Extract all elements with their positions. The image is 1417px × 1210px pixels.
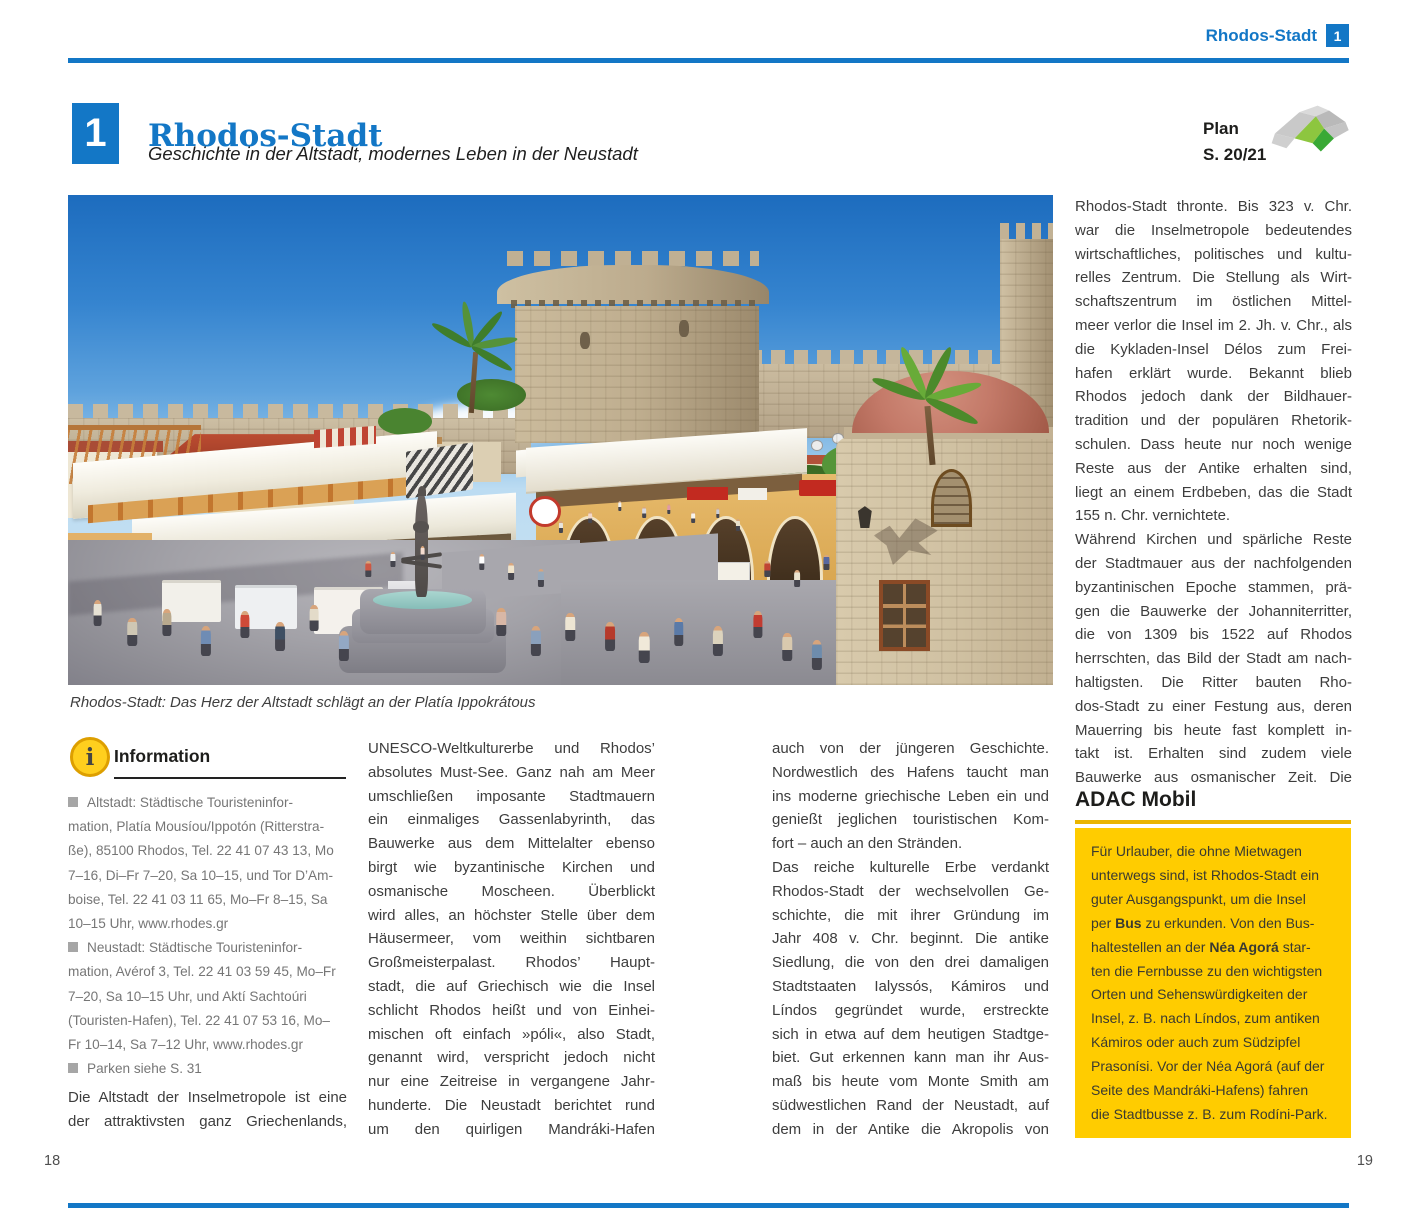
- crowd: [68, 195, 1053, 685]
- person-figure: [366, 561, 371, 577]
- adac-box-line: guter Ausgangspunkt, um die Insel: [1091, 890, 1306, 907]
- square-bullet: [68, 942, 78, 952]
- text-line: südwestlichen Rand der Neustadt, auf: [772, 1096, 1049, 1114]
- photo-caption: Rhodos-Stadt: Das Herz der Altstadt schlägt an der Platía Ippokrátous: [70, 694, 536, 711]
- text-line: fort – auch an den Stränden.: [772, 835, 963, 853]
- text-line: osmanische Moscheen. Überblickt: [368, 882, 655, 900]
- person-figure: [618, 501, 621, 511]
- text-line: um den quirligen Mandráki-Hafen: [368, 1120, 655, 1138]
- square-bullet: [68, 797, 78, 807]
- text-column-3: [772, 737, 1049, 1142]
- person-figure: [588, 512, 592, 523]
- info-header: [68, 737, 348, 777]
- person-figure: [558, 521, 562, 533]
- info-line: 7–16, Di–Fr 7–20, Sa 10–15, und Tor D’Am-: [68, 867, 333, 883]
- text-line: Großmeisterpalast. Rhodos’ Haupt-: [368, 954, 655, 972]
- text-line: hafen erklärt wurde. Bekannt blieb: [1075, 364, 1352, 382]
- info-line: Neustadt: Städtische Touristeninfor-: [68, 936, 348, 960]
- person-figure: [508, 563, 514, 580]
- info-title: Information: [114, 746, 211, 766]
- text-line: absolutes Must-See. Ganz nah am Meer: [368, 763, 655, 781]
- person-figure: [241, 611, 250, 638]
- text-line: Stadtstaaten Ialyssós, Kámiros und: [772, 977, 1049, 995]
- bottom-rule: [68, 1203, 1349, 1208]
- person-figure: [310, 605, 319, 631]
- text-line: hunderte. Die Neustadt berichtet rund: [368, 1096, 655, 1114]
- person-figure: [538, 569, 544, 587]
- person-figure: [275, 622, 285, 651]
- text-column-2: [368, 737, 655, 1142]
- text-line: birgt wie byzantinische Kirchen und: [368, 858, 655, 876]
- text-line: biet. Gut erkennen kann man ihr Aus-: [772, 1049, 1049, 1067]
- text-line: die Kykladen-Insel Délos zum Frei-: [1075, 340, 1352, 358]
- text-line: Das reiche kulturelle Erbe verdankt: [772, 858, 1049, 876]
- info-line: mation, Platía Mousíou/Ippotón (Ritterstra-: [68, 819, 325, 835]
- text-line: Reste aus der Antike erhalten sind,: [1075, 459, 1352, 477]
- text-line: Nordwestlich des Hafens taucht man: [772, 763, 1049, 781]
- adac-box-line: Für Urlauber, die ohne Mietwagen: [1091, 843, 1302, 859]
- info-line: 7–20, Sa 10–15 Uhr, und Aktí Sachtoúri: [68, 988, 307, 1004]
- text-line: wirtschaftliches, politisches und kultu-: [1075, 245, 1352, 263]
- text-line: Rhodos-Stadt der wechselvollen Ge-: [772, 882, 1049, 900]
- adac-box-line: Prasonísi. Vor der Néa Agorá (auf der: [1091, 1058, 1325, 1075]
- person-figure: [391, 552, 396, 567]
- text-line: Jahr 408 v. Chr. beginnt. Die antike: [772, 930, 1049, 948]
- text-line: byzantinischen Epoche stammen, prä-: [1075, 578, 1352, 596]
- person-figure: [667, 504, 670, 514]
- text-line: Während Kirchen und spärliche Reste: [1075, 531, 1352, 549]
- person-figure: [566, 613, 576, 641]
- info-line: Fr 10–14, Sa 7–12 Uhr, www.rhodes.gr: [68, 1037, 303, 1053]
- text-line: Die Altstadt der Inselmetropole ist eine: [68, 1089, 347, 1106]
- text-line: genannt wird, verspricht jedoch nicht: [368, 1049, 655, 1067]
- text-line: schlicht Rhodos heißt und von Einhei-: [368, 1001, 655, 1019]
- info-line: Parken siehe S. 31: [68, 1057, 348, 1081]
- text-line: nur eine Zeitreise in vergangene Jahr-: [368, 1073, 655, 1091]
- page-subtitle: Geschichte in der Altstadt, modernes Leben in der Neustadt: [148, 143, 638, 164]
- text-line: wird alles, an höchster Stelle über dem: [368, 906, 655, 924]
- text-line: herrschten, das Bild der Stadt am nach-: [1075, 650, 1352, 668]
- text-line: stadt, die auf Griechisch wie die Insel: [368, 977, 655, 995]
- text-line: Bauwerke aus osmanischer Zeit. Die: [1075, 769, 1352, 787]
- text-line: Mauerring bis heute fast komplett in-: [1075, 721, 1352, 739]
- page-number-right: 19: [1356, 1153, 1373, 1169]
- text-line: UNESCO-Weltkulturerbe und Rhodos’: [368, 740, 655, 757]
- person-figure: [812, 640, 822, 670]
- adac-box-line: ten die Fernbusse zu den wichtigsten: [1091, 962, 1323, 979]
- text-line: Líndos gegründet wurde, erstreckte: [772, 1001, 1049, 1019]
- person-figure: [420, 546, 425, 560]
- info-items: [68, 791, 348, 1081]
- person-figure: [692, 512, 696, 523]
- text-line: liegt an einem Erdbeben, das die Stadt: [1075, 483, 1352, 501]
- person-figure: [674, 618, 684, 646]
- text-line: schichte, die mit ihrer Gründung im: [772, 906, 1049, 924]
- text-line: schulen. Dass heute nur noch wenige: [1075, 435, 1352, 453]
- person-figure: [497, 608, 507, 636]
- person-figure: [736, 519, 740, 531]
- adac-box-line: die Stadtbusse z. B. zum Rodíni-Park.: [1091, 1105, 1328, 1122]
- text-line: 155 n. Chr. vernichtete.: [1075, 507, 1231, 525]
- text-line: Siedlung, die von den drei damaligen: [772, 954, 1049, 972]
- person-figure: [713, 626, 723, 656]
- text-line: Rhodos-Stadt thronte. Bis 323 v. Chr.: [1075, 198, 1352, 215]
- text-line: Häusermeer, vom weithin sichtbaren: [368, 930, 655, 948]
- text-line: Rhodos jedoch dank der Bildhauer-: [1075, 388, 1352, 406]
- person-figure: [201, 626, 211, 656]
- text-line: ins moderne griechische Leben ein und: [772, 787, 1049, 805]
- plan-page: S. 20/21: [1203, 145, 1267, 164]
- text-line: der attraktivsten ganz Griechenlands,: [68, 1112, 347, 1130]
- text-line: maß bis heute vom Monte Smith am: [772, 1073, 1049, 1091]
- person-figure: [127, 618, 137, 646]
- adac-box-line: Insel, z. B. nach Líndos, zum antiken: [1091, 1010, 1320, 1027]
- person-figure: [642, 507, 646, 518]
- person-figure: [639, 632, 650, 663]
- info-line: ße), 85100 Rhodos, Tel. 22 41 07 43 13, Mo: [68, 843, 334, 859]
- page-title: Rhodos-Stadt: [148, 117, 383, 154]
- adac-box-line: per Bus zu erkunden. Von den Bus-: [1091, 914, 1315, 931]
- text-line: genießt jeglichen touristischen Kom-: [772, 811, 1049, 829]
- person-figure: [162, 609, 171, 636]
- info-line: boise, Tel. 22 41 03 11 65, Mo–Fr 8–15, Sa: [68, 891, 328, 907]
- text-line: der Stadtmauer aus der nachfolgenden: [1075, 554, 1352, 572]
- text-line: meer verlor die Insel im 2. Jh. v. Chr., als: [1075, 316, 1352, 334]
- info-rule: [114, 777, 346, 779]
- text-line: umschließen imposante Stadtmauern: [368, 787, 655, 805]
- text-line: die von 1309 bis 1522 auf Rhodos: [1075, 626, 1352, 644]
- person-figure: [605, 622, 615, 651]
- text-line: Bauwerke aus dem Mittelalter ebenso: [368, 835, 655, 853]
- text-line: mischen oft einfach »póli«, also Stadt,: [368, 1025, 655, 1043]
- adac-box-line: unterwegs sind, ist Rhodos-Stadt ein: [1091, 866, 1320, 883]
- top-rule: [68, 58, 1349, 63]
- info-line: mation, Avérof 3, Tel. 22 41 03 59 45, Mo–Fr: [68, 964, 336, 980]
- person-figure: [782, 633, 792, 661]
- info-box: [68, 737, 348, 1081]
- chapter-number-badge-small: 1: [1326, 24, 1349, 47]
- plan-reference: [1203, 116, 1266, 168]
- adac-box-line: Orten und Sehenswürdigkeiten der: [1091, 986, 1308, 1003]
- text-column-1: [68, 1086, 347, 1134]
- text-line: ein einmaliges Gassenlabyrinth, das: [368, 811, 655, 829]
- adac-box-line: Seite des Mandráki-Hafens) fahren: [1091, 1082, 1309, 1099]
- person-figure: [824, 555, 829, 570]
- running-head: [1206, 24, 1349, 47]
- text-line: relles Zentrum. Die Stellung als Wirt-: [1075, 269, 1352, 287]
- person-figure: [716, 508, 719, 518]
- text-column-4: [1075, 195, 1352, 790]
- info-line: Altstadt: Städtische Touristeninfor-: [68, 791, 348, 815]
- square-bullet: [68, 1063, 78, 1073]
- chapter-number-badge: 1: [72, 103, 119, 164]
- adac-mobil-box: [1075, 828, 1351, 1138]
- text-line: sich in etwa auf dem heutigen Stadtge-: [772, 1025, 1049, 1043]
- square-photo: [68, 195, 1053, 685]
- adac-mobil-rule: [1075, 820, 1351, 824]
- text-line: tradition und der populären Rhetorik-: [1075, 412, 1352, 430]
- adac-box-line: haltestellen an der Néa Agorá star-: [1091, 938, 1311, 955]
- info-icon: i: [70, 737, 110, 777]
- text-line: war die Inselmetropole bedeutendes: [1075, 221, 1352, 239]
- plan-label: Plan: [1203, 119, 1239, 138]
- text-line: gen die Bauwerke der Johanniterritter,: [1075, 602, 1352, 620]
- info-line: 10–15 Uhr, www.rhodes.gr: [68, 916, 229, 932]
- person-figure: [753, 611, 762, 638]
- adac-mobil-title: ADAC Mobil: [1075, 788, 1197, 811]
- person-figure: [531, 626, 541, 656]
- person-figure: [479, 554, 484, 570]
- person-figure: [765, 561, 770, 577]
- running-head-label: Rhodos-Stadt: [1205, 25, 1317, 45]
- person-figure: [93, 600, 102, 626]
- text-line: haltigsten. Die Ritter bauten Rho-: [1075, 673, 1352, 691]
- info-line: (Touristen-Hafen), Tel. 22 41 07 53 16, Mo–: [68, 1012, 330, 1028]
- map-icon: [1270, 100, 1352, 162]
- text-line: takt ist. Erhalten sind zudem viele: [1075, 745, 1352, 763]
- person-figure: [794, 570, 800, 587]
- text-line: dem in der Antike die Akropolis von: [772, 1120, 1049, 1138]
- text-line: dos-Stadt zu einer Festung aus, deren: [1075, 697, 1352, 715]
- text-line: auch von der jüngeren Geschichte.: [772, 740, 1049, 757]
- person-figure: [339, 631, 349, 661]
- adac-box-line: Kámiros oder auch zum Südzipfel: [1091, 1034, 1301, 1051]
- page-number-left: 18: [44, 1153, 61, 1169]
- text-line: schaftszentrum im östlichen Mittel-: [1075, 293, 1352, 311]
